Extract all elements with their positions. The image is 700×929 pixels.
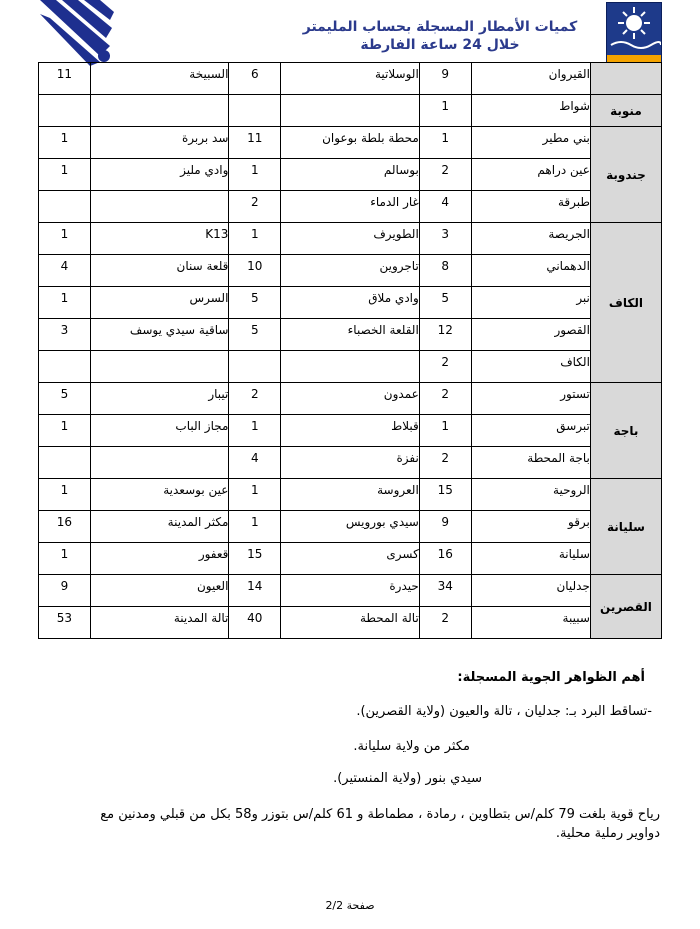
rainfall-value-cell [229, 287, 281, 319]
rainfall-value-cell [39, 383, 91, 415]
rainfall-value: 16 [56, 515, 73, 529]
station-name: قلعة سنان [176, 259, 229, 273]
rainfall-value-cell [39, 319, 91, 351]
rainfall-value: 2 [441, 387, 450, 401]
rainfall-value-cell [419, 63, 471, 95]
title-line-1: كميات الأمطار المسجلة بحساب المليمتر [302, 19, 578, 35]
rainfall-value: 8 [441, 259, 450, 273]
station-name: السرس [189, 291, 229, 305]
governorate-cell: جندوبة [590, 127, 661, 223]
rainfall-value-cell [419, 383, 471, 415]
station-name-cell [90, 127, 229, 159]
rainfall-value: 40 [247, 611, 263, 625]
station-name: العروسة [377, 483, 419, 497]
rainfall-value: 2 [441, 451, 450, 465]
station-name: الجريصة [548, 227, 590, 241]
rainfall-value-cell [229, 223, 281, 255]
institute-logo [606, 2, 662, 66]
rainfall-value-cell [229, 543, 281, 575]
station-name-cell [281, 287, 420, 319]
hail-line-3: سيدي بنور (ولاية المنستير). [333, 771, 482, 786]
station-name: تاجروين [379, 259, 419, 273]
table-row [39, 255, 662, 287]
rainfall-value-cell [419, 95, 471, 127]
governorate-cell: الكاف [590, 223, 661, 383]
station-name: وادي مليز [180, 163, 229, 177]
rainfall-value-cell [39, 351, 91, 383]
rainfall-value: 1 [250, 515, 259, 529]
rainfall-value: 14 [247, 579, 263, 593]
station-name: السبيخة [189, 67, 229, 81]
rainfall-value: 5 [441, 291, 450, 305]
station-name: الدهماني [546, 259, 590, 273]
station-name-cell [281, 191, 420, 223]
rainfall-value: 15 [247, 547, 263, 561]
station-name-cell [471, 543, 590, 575]
table-row [39, 543, 662, 575]
rainfall-table [38, 62, 662, 639]
station-name: جدليان [556, 579, 590, 593]
rainfall-value: 1 [250, 419, 259, 433]
rainfall-value-cell [419, 543, 471, 575]
table-row [39, 191, 662, 223]
rainfall-value-cell [39, 607, 91, 639]
rainfall-value-cell [39, 575, 91, 607]
rainfall-value-cell [419, 223, 471, 255]
rainfall-value: 5 [250, 291, 259, 305]
station-name: كسرى [386, 547, 419, 561]
rainfall-value: 2 [441, 611, 450, 625]
station-name-cell [471, 223, 590, 255]
rainfall-value-cell [39, 415, 91, 447]
rainfall-value: 4 [60, 259, 69, 273]
station-name-cell [471, 575, 590, 607]
station-name-cell [90, 223, 229, 255]
rainfall-value-cell [229, 95, 281, 127]
station-name-cell [471, 479, 590, 511]
rainfall-value-cell [419, 127, 471, 159]
rainfall-value-cell [229, 511, 281, 543]
station-name: الوسلاتية [374, 67, 419, 81]
station-name: ساقية سيدي يوسف [129, 323, 229, 337]
governorate-cell: سليانة [590, 479, 661, 575]
station-name-cell [471, 447, 590, 479]
rainfall-value-cell [229, 447, 281, 479]
station-name-cell [471, 607, 590, 639]
station-name [281, 95, 419, 99]
rainfall-value [39, 447, 90, 451]
governorate-cell: القصرين [590, 575, 661, 639]
station-name: تيبار [208, 387, 229, 401]
rainfall-value-cell [39, 223, 91, 255]
rainfall-value-cell [39, 543, 91, 575]
rainfall-value: 2 [441, 355, 450, 369]
station-name-cell [471, 191, 590, 223]
station-name [281, 351, 419, 355]
wind-line-2: دواوير رملية محلية. [555, 826, 660, 841]
rainfall-value-cell [39, 255, 91, 287]
station-name: تالة المدينة [173, 611, 229, 625]
rainfall-value-cell [419, 607, 471, 639]
rainfall-value-cell [229, 191, 281, 223]
rainfall-value [229, 351, 280, 355]
rainfall-value: 1 [60, 419, 69, 433]
rainfall-value-cell [419, 255, 471, 287]
rainfall-value: 3 [60, 323, 69, 337]
rainfall-value: 12 [437, 323, 453, 337]
station-name-cell [90, 511, 229, 543]
rainfall-value-cell [419, 191, 471, 223]
station-name-cell [281, 63, 420, 95]
station-name-cell [471, 63, 590, 95]
station-name: قبلاط [391, 419, 419, 433]
rainfall-value: 5 [60, 387, 69, 401]
station-name-cell [90, 255, 229, 287]
rainfall-value: 9 [441, 515, 450, 529]
station-name: برقو [568, 515, 590, 529]
rainfall-value-cell [229, 607, 281, 639]
station-name-cell [281, 511, 420, 543]
rainfall-value-cell [229, 479, 281, 511]
rainfall-value-cell [419, 287, 471, 319]
rainfall-value-cell [39, 287, 91, 319]
rainfall-value: 9 [60, 579, 69, 593]
station-name: بوسالم [383, 163, 419, 177]
rainfall-value-cell [419, 415, 471, 447]
phenomena-title: أهم الظواهر الجوية المسجلة: [457, 670, 645, 685]
station-name: حيدرة [389, 579, 419, 593]
rainfall-value-cell [419, 479, 471, 511]
rainfall-value: 1 [60, 163, 69, 177]
station-name-cell [281, 607, 420, 639]
station-name: سيدي بورويس [345, 515, 419, 529]
rainfall-value-cell [39, 159, 91, 191]
station-name: طبرقة [557, 195, 590, 209]
station-name: K13 [205, 227, 229, 241]
rainfall-value-cell [39, 95, 91, 127]
table-row [39, 351, 662, 383]
station-name: الروحية [553, 483, 590, 497]
table-row [39, 287, 662, 319]
station-name-cell [281, 95, 420, 127]
station-name-cell [471, 95, 590, 127]
rainfall-value: 16 [437, 547, 453, 561]
hail-line-2: مكثر من ولاية سليانة. [353, 739, 470, 754]
station-name-cell [90, 607, 229, 639]
rainfall-value-cell [229, 159, 281, 191]
station-name [91, 191, 229, 195]
station-name-cell [281, 575, 420, 607]
station-name: عين بوسعدية [163, 483, 229, 497]
station-name: سبيبة [562, 611, 590, 625]
station-name-cell [90, 191, 229, 223]
station-name-cell [90, 575, 229, 607]
rainfall-value-cell [419, 447, 471, 479]
rainfall-value-cell [39, 479, 91, 511]
table-row [39, 127, 662, 159]
station-name: عمدون [383, 387, 419, 401]
rainfall-value-cell [229, 255, 281, 287]
station-name-cell [90, 63, 229, 95]
table-row [39, 479, 662, 511]
station-name-cell [471, 415, 590, 447]
governorate-cell: باجة [590, 383, 661, 479]
rainfall-value [39, 191, 90, 195]
station-name: الكاف [560, 355, 590, 369]
station-name: القصور [554, 323, 590, 337]
station-name: سد بربرة [182, 131, 229, 145]
rainfall-value: 1 [60, 227, 69, 241]
rainfall-value-cell [419, 159, 471, 191]
rainfall-value: 6 [250, 67, 259, 81]
page-title [290, 18, 590, 54]
station-name-cell [471, 511, 590, 543]
table-row [39, 159, 662, 191]
table-row [39, 447, 662, 479]
rainfall-value-cell [39, 127, 91, 159]
station-name: نفزة [396, 451, 419, 465]
rainfall-value: 4 [250, 451, 259, 465]
rainfall-value [39, 95, 90, 99]
station-name-cell [90, 415, 229, 447]
rainfall-value-cell [229, 351, 281, 383]
table-row [39, 607, 662, 639]
rainfall-value: 1 [250, 163, 259, 177]
rainfall-value [229, 95, 280, 99]
rainfall-value-cell [229, 383, 281, 415]
table-row [39, 63, 662, 95]
station-name-cell [90, 95, 229, 127]
station-name: مجاز الباب [175, 419, 229, 433]
rainfall-value: 5 [250, 323, 259, 337]
station-name: محطة بلطة بوعوان [322, 131, 419, 145]
station-name-cell [281, 447, 420, 479]
title-line-2: خلال 24 ساعة الفارطة [360, 37, 520, 53]
station-name: تالة المحطة [359, 611, 419, 625]
station-name-cell [281, 255, 420, 287]
rainfall-value: 34 [437, 579, 453, 593]
station-name: نبر [576, 291, 590, 305]
station-name: قعفور [198, 547, 229, 561]
table-row [39, 511, 662, 543]
station-name [91, 447, 229, 451]
rainfall-value: 53 [56, 611, 73, 625]
station-name-cell [471, 159, 590, 191]
station-name-cell [471, 351, 590, 383]
rainfall-value: 1 [441, 131, 450, 145]
rainfall-value-cell [419, 511, 471, 543]
rainfall-value: 9 [441, 67, 450, 81]
decorative-stripes [0, 0, 120, 70]
page-number: صفحة 2/2 [325, 899, 375, 912]
rainfall-value-cell [39, 447, 91, 479]
rainfall-value: 2 [250, 387, 259, 401]
governorate-cell: منوبة [590, 95, 661, 127]
rainfall-value: 1 [441, 419, 450, 433]
station-name-cell [471, 255, 590, 287]
rainfall-value-cell [419, 319, 471, 351]
station-name: العيون [196, 579, 229, 593]
rainfall-value: 10 [247, 259, 263, 273]
station-name-cell [90, 351, 229, 383]
station-name: باجة المحطة [527, 451, 590, 465]
table-row [39, 223, 662, 255]
rainfall-value: 1 [60, 547, 69, 561]
hail-line-1: -تساقط البرد بـ: جدليان ، تالة والعيون (ولاية القصرين). [356, 704, 652, 719]
station-name-cell [471, 319, 590, 351]
station-name [91, 95, 229, 99]
station-name-cell [281, 543, 420, 575]
station-name [91, 351, 229, 355]
rainfall-value-cell [229, 63, 281, 95]
rainfall-value: 1 [441, 99, 450, 113]
station-name: تبرسق [556, 419, 590, 433]
station-name-cell [90, 479, 229, 511]
governorate-cell [590, 63, 661, 95]
station-name-cell [281, 479, 420, 511]
rainfall-value-cell [419, 351, 471, 383]
station-name: مكثر المدينة [167, 515, 229, 529]
station-name-cell [471, 127, 590, 159]
rainfall-value: 1 [60, 291, 69, 305]
station-name: القلعة الخصباء [347, 323, 419, 337]
rainfall-value-cell [39, 63, 91, 95]
station-name-cell [281, 159, 420, 191]
table-row [39, 415, 662, 447]
table-row [39, 319, 662, 351]
station-name: الطويرف [373, 227, 419, 241]
station-name: وادي ملاق [368, 291, 419, 305]
rainfall-value: 2 [250, 195, 259, 209]
rainfall-value: 15 [437, 483, 453, 497]
rainfall-value: 4 [441, 195, 450, 209]
sun-wave-icon [607, 3, 661, 55]
station-name-cell [90, 383, 229, 415]
station-name-cell [90, 543, 229, 575]
rainfall-value-cell [229, 575, 281, 607]
station-name-cell [281, 383, 420, 415]
table-row [39, 575, 662, 607]
rainfall-value: 1 [250, 483, 259, 497]
rainfall-value: 11 [247, 131, 263, 145]
rainfall-value: 1 [60, 131, 69, 145]
station-name-cell [90, 287, 229, 319]
station-name-cell [90, 447, 229, 479]
station-name: القيروان [548, 67, 590, 81]
rainfall-value-cell [229, 319, 281, 351]
station-name-cell [281, 415, 420, 447]
rainfall-value: 2 [441, 163, 450, 177]
rainfall-value: 1 [60, 483, 69, 497]
rainfall-value: 1 [250, 227, 259, 241]
table-row [39, 95, 662, 127]
station-name-cell [281, 127, 420, 159]
rainfall-value: 11 [56, 67, 73, 81]
rainfall-value-cell [39, 191, 91, 223]
rainfall-value-cell [229, 127, 281, 159]
station-name-cell [90, 159, 229, 191]
station-name: غار الدماء [370, 195, 419, 209]
station-name: سليانة [558, 547, 590, 561]
rainfall-value-cell [39, 511, 91, 543]
station-name-cell [281, 319, 420, 351]
station-name-cell [281, 351, 420, 383]
station-name-cell [471, 287, 590, 319]
rainfall-value-cell [419, 575, 471, 607]
rainfall-value: 3 [441, 227, 450, 241]
station-name: تستور [560, 387, 590, 401]
station-name-cell [90, 319, 229, 351]
wind-line-1: رياح قوية بلغت 79 كلم/س بتطاوين ، رمادة ، مطماطة و 61 كلم/س بتوزر و58 بكل من قبلي ومدنين مع [100, 807, 660, 822]
station-name-cell [281, 223, 420, 255]
rainfall-value [39, 351, 90, 355]
station-name: شواط [559, 99, 590, 113]
table-row [39, 383, 662, 415]
rainfall-value-cell [229, 415, 281, 447]
station-name-cell [471, 383, 590, 415]
station-name: عين دراهم [537, 163, 590, 177]
station-name: بني مطير [542, 131, 590, 145]
